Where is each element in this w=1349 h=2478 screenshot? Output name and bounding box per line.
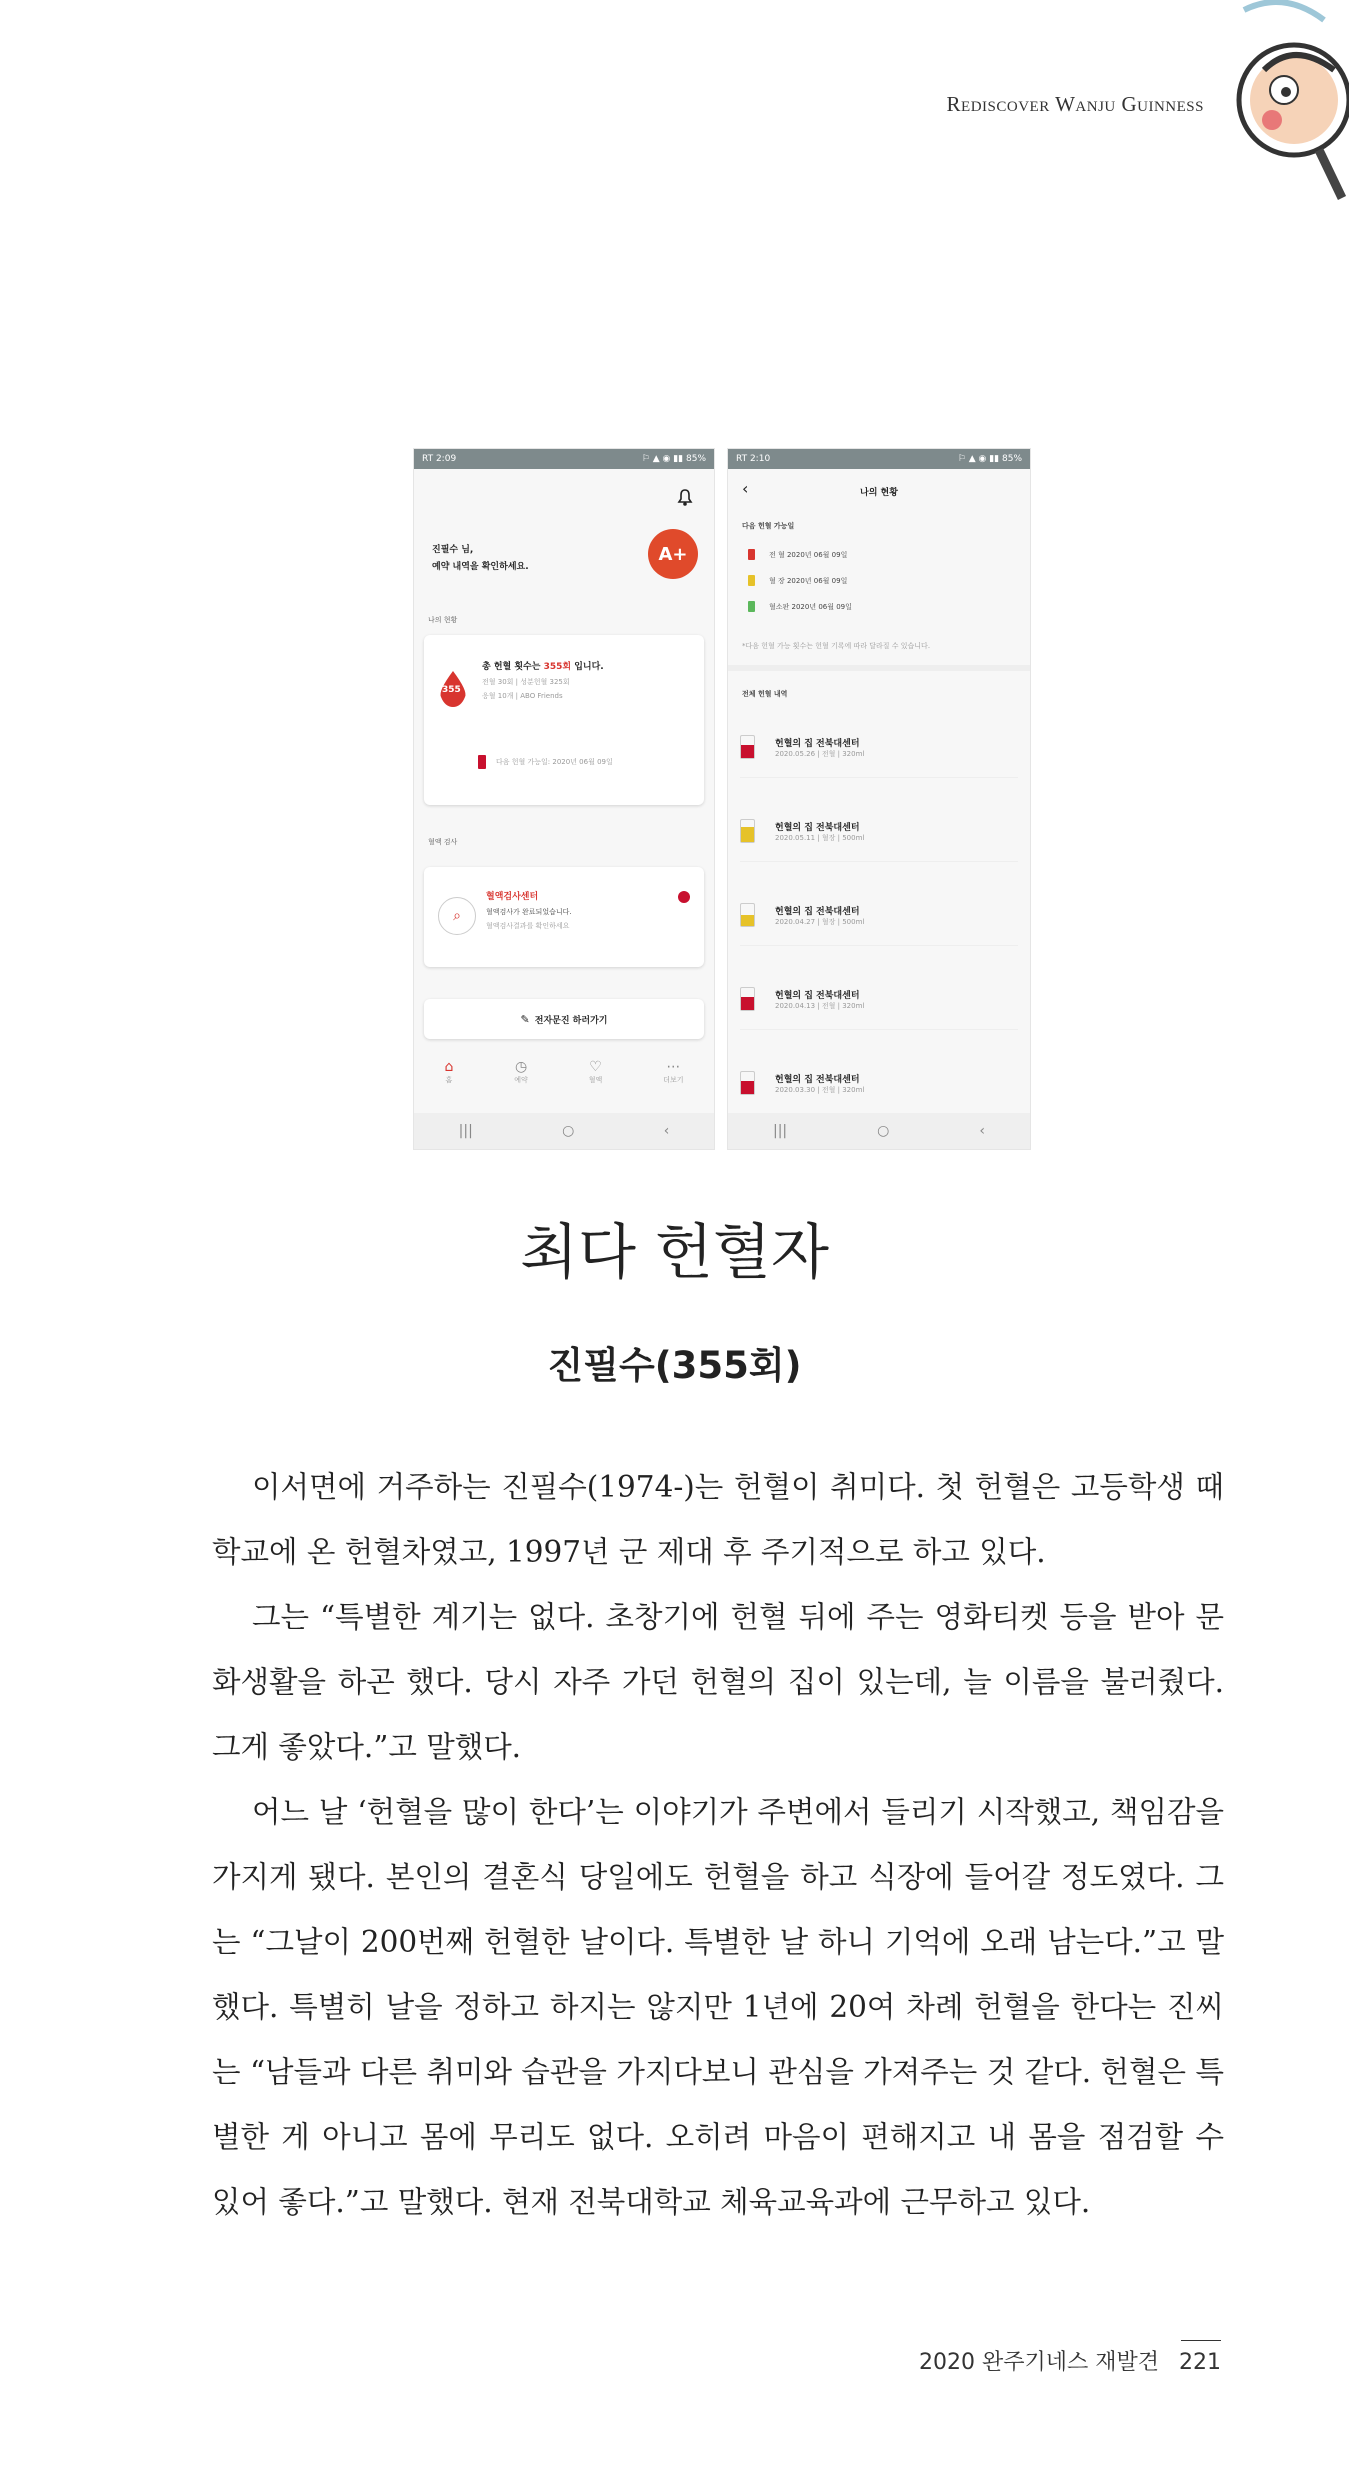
ask-button[interactable]	[424, 999, 704, 1039]
test-title: 혈액검사센터	[486, 892, 539, 902]
app-screenshot-main	[413, 448, 715, 1150]
article-subtitle: 진필수(355회)	[547, 1344, 802, 1387]
blood-test-card[interactable]	[424, 867, 704, 967]
back-arrow-icon[interactable]: ‹	[742, 479, 749, 498]
paragraph-3: 어느 날 ‘헌혈을 많이 한다’는 이야기가 주변에서 들리기 시작했고, 책임감을 가지게 됐다. 본인의 결혼식 당일에도 헌혈을 하고 식장에 들어갈 정도였다. 그는 “그날이 200번째 헌혈한 날이다. 특별한 날 하니 기억에 오래 남는다.”고 말했다. 특별히 날을 정하고 하지는 않지만 1년에 20여 차례 헌혈을 한다는 진씨는 “남들과 다른 취미와 습관을 가지다보니 관심을 가져주는 것 같다. 헌혈은 특별한 게 아니고 몸에 무리도 없다. 오히려 마음이 편해지고 내 몸을 점검할 수 있어 좋다.”고 말했다. 현재 전북대학교 체육교육과에 근무하고 있다.	[212, 1795, 1224, 2219]
recent-apps-button[interactable]: |||	[458, 1123, 473, 1139]
next-section-label: 다음 헌혈 가능일	[742, 522, 795, 530]
home-icon: ⌂	[444, 1059, 454, 1075]
greeting-sub: 예약 내역을 확인하세요.	[432, 562, 529, 572]
status-icons: ⚐ ▲ ◉ ▮▮ 85%	[641, 454, 706, 464]
total-line-b: 입니다.	[571, 662, 604, 672]
next-note: *다음 헌혈 가능 횟수는 헌혈 기록에 따라 달라질 수 있습니다.	[742, 642, 931, 650]
stat-line-1: 전혈 30회 | 성분헌혈 325회	[482, 678, 570, 686]
home-button[interactable]: ○	[562, 1123, 575, 1139]
ask-button-label: 전자문진 하러가기	[534, 1015, 608, 1026]
next-donation-row	[748, 575, 847, 586]
status-bar	[728, 449, 1030, 469]
history-detail: 2020.05.11 | 혈장 | 500ml	[775, 833, 865, 842]
clock-icon: ◷	[514, 1059, 528, 1075]
tab-reserve[interactable]: ◷ 예약	[514, 1059, 528, 1084]
next-donation-row	[748, 549, 847, 560]
pencil-icon: ✎	[520, 1012, 530, 1026]
back-button[interactable]: ‹	[979, 1123, 985, 1139]
status-time: RT 2:10	[736, 454, 771, 464]
history-row[interactable]	[740, 717, 1018, 778]
blood-drop-icon	[438, 671, 468, 707]
history-row[interactable]	[740, 885, 1018, 946]
blood-bag-icon	[740, 819, 755, 843]
history-detail: 2020.05.26 | 전혈 | 320ml	[775, 749, 865, 758]
screen-title: 나의 현황	[860, 488, 898, 498]
history-row[interactable]	[740, 969, 1018, 1030]
drop-count: 355	[442, 685, 461, 695]
footer-rule	[1181, 2340, 1221, 2341]
test-sub: 혈액검사결과를 확인하세요	[486, 922, 570, 930]
article-title: 최다 헌혈자	[520, 1218, 829, 1288]
system-nav-bar	[414, 1113, 714, 1149]
history-place: 헌혈의 집 전북대센터	[775, 906, 860, 917]
page-footer	[919, 2345, 1221, 2376]
microscope-icon: ⌕	[438, 897, 476, 935]
status-bar	[414, 449, 714, 469]
donation-summary-card[interactable]	[424, 635, 704, 805]
blood-bag-icon	[740, 903, 755, 927]
tab-blood[interactable]: ♡ 혈액	[588, 1059, 603, 1084]
history-detail: 2020.04.13 | 전혈 | 320ml	[775, 1001, 865, 1010]
tab-more[interactable]: ⋯ 더보기	[663, 1059, 684, 1084]
running-header: Rediscover Wanju Guinness	[946, 92, 1204, 116]
status-icons: ⚐ ▲ ◉ ▮▮ 85%	[957, 454, 1022, 464]
greeting: 진필수 님,	[432, 545, 474, 555]
next-donation-label: 혈소판 2020년 06월 09일	[769, 602, 852, 611]
book-title: 2020 완주기네스 재발견	[919, 2350, 1159, 2375]
page-number: 221	[1179, 2350, 1221, 2375]
test-section-label: 혈액 검사	[428, 838, 458, 846]
bell-icon[interactable]	[676, 487, 694, 507]
blood-bag-icon	[740, 987, 755, 1011]
history-place: 헌혈의 집 전북대센터	[775, 990, 860, 1001]
divider	[728, 665, 1030, 671]
blood-bag-icon	[748, 601, 755, 612]
bottom-tab-bar	[414, 1059, 714, 1085]
paragraph-1: 이서면에 거주하는 진필수(1974-)는 헌혈이 취미다. 첫 헌혈은 고등학생 때 학교에 온 헌혈차였고, 1997년 군 제대 후 주기적으로 하고 있다.	[212, 1470, 1224, 1569]
stat-line-2: 응혈 10개 | ABO Friends	[482, 692, 563, 700]
next-donation-label: 혈 장 2020년 06월 09일	[769, 576, 848, 585]
magnifier-mascot-icon	[1224, 0, 1349, 200]
history-place: 헌혈의 집 전북대센터	[775, 1074, 860, 1085]
history-detail: 2020.04.27 | 혈장 | 500ml	[775, 917, 865, 926]
blood-bag-icon	[748, 549, 755, 560]
back-button[interactable]: ‹	[663, 1123, 670, 1139]
blood-bag-icon	[740, 1071, 755, 1095]
app-screenshot-history	[727, 448, 1031, 1150]
system-nav-bar	[728, 1113, 1030, 1149]
test-desc: 혈액검사가 완료되었습니다.	[486, 908, 572, 916]
home-button[interactable]: ○	[877, 1123, 890, 1139]
heart-icon: ♡	[589, 1059, 602, 1075]
total-line-a: 총 헌혈 횟수는	[482, 662, 544, 672]
history-row[interactable]	[740, 1053, 1018, 1114]
history-row[interactable]	[740, 801, 1018, 862]
blood-bag-icon	[478, 755, 486, 769]
my-status-label: 나의 현황	[428, 616, 458, 624]
blood-bag-icon	[740, 735, 755, 759]
next-donation-info: 다음 헌혈 가능일: 2020년 06월 09일	[496, 758, 613, 766]
history-detail: 2020.03.30 | 전혈 | 320ml	[775, 1085, 865, 1094]
history-place: 헌혈의 집 전북대센터	[775, 738, 860, 749]
check-icon	[678, 891, 690, 903]
recent-apps-button[interactable]: |||	[773, 1123, 788, 1139]
total-count: 355회	[543, 662, 572, 672]
history-place: 헌혈의 집 전북대센터	[775, 822, 860, 833]
status-time: RT 2:09	[422, 454, 457, 464]
blood-type-badge: A+	[648, 529, 698, 579]
paragraph-2: 그는 “특별한 계기는 없다. 초창기에 헌혈 뒤에 주는 영화티켓 등을 받아 문화생활을 하곤 했다. 당시 자주 가던 헌혈의 집이 있는데, 늘 이름을 불러줬다. 그게 좋았다.”고 말했다.	[212, 1600, 1224, 1764]
blood-bag-icon	[748, 575, 755, 586]
history-section-label: 전체 헌혈 내역	[742, 690, 788, 698]
next-donation-row	[748, 601, 852, 612]
next-donation-label: 전 혈 2020년 06월 09일	[769, 550, 848, 559]
more-icon: ⋯	[666, 1059, 681, 1075]
tab-home[interactable]: ⌂ 홈	[444, 1059, 454, 1084]
article-body	[212, 1455, 1224, 2235]
